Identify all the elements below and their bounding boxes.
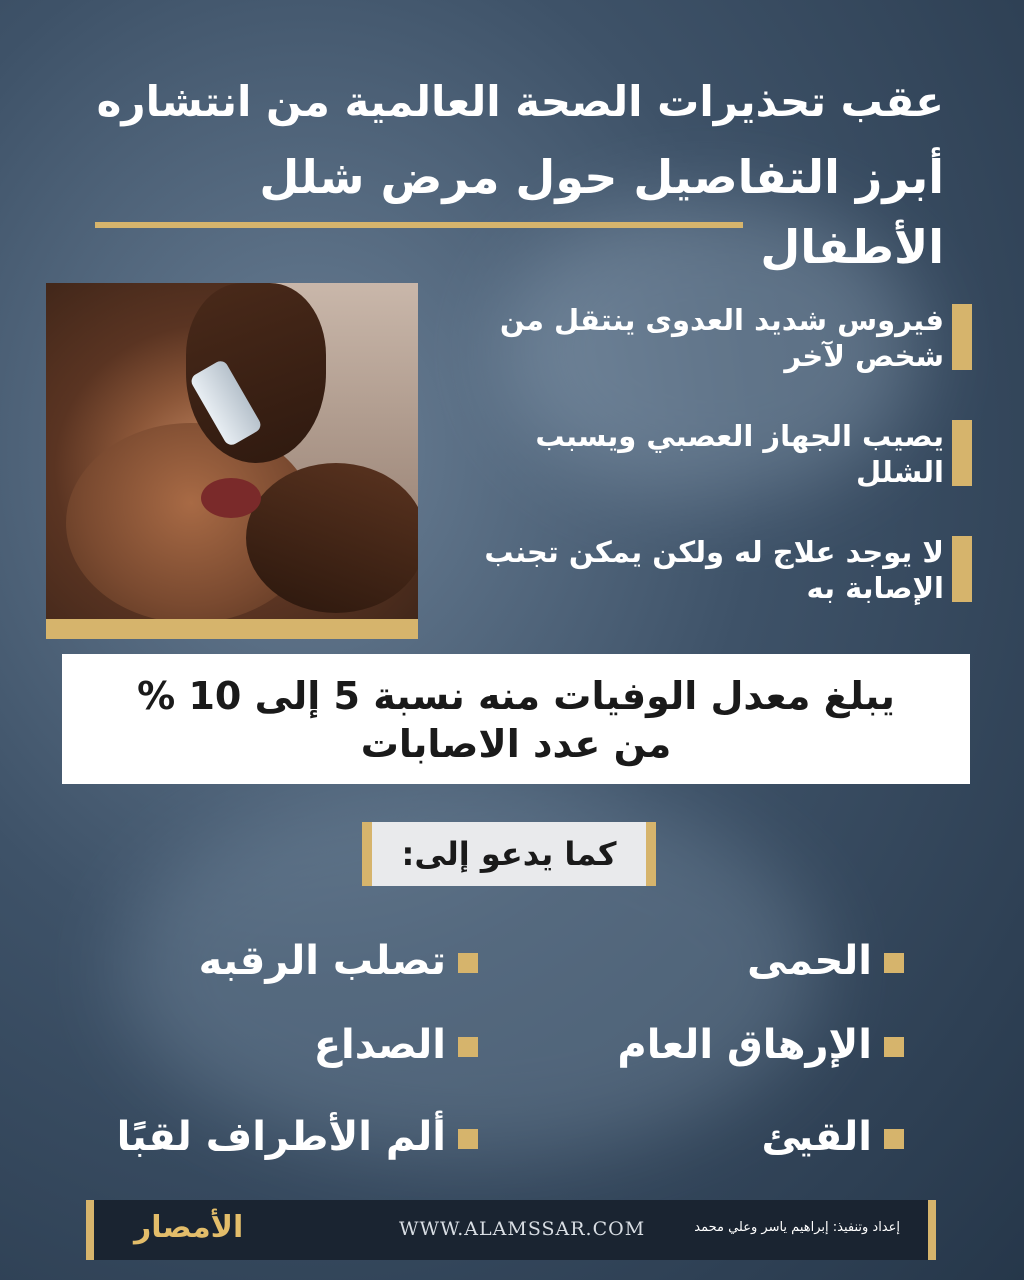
fact-item bbox=[452, 534, 972, 606]
title-underline bbox=[95, 222, 743, 228]
symptom-item bbox=[314, 1022, 478, 1068]
symptom-item bbox=[747, 938, 904, 984]
website-url: WWW.ALAMSSAR.COM bbox=[399, 1218, 646, 1240]
stat-line-2: من عدد الاصابات bbox=[360, 722, 672, 766]
symptom-label: الإرهاق العام bbox=[617, 1022, 872, 1068]
fact-item bbox=[452, 418, 972, 490]
credits: إعداد وتنفيذ: إبراهيم ياسر وعلي محمد bbox=[694, 1220, 900, 1235]
bullet-icon bbox=[458, 1037, 478, 1057]
photo-accent-bar bbox=[46, 619, 418, 639]
bullet-icon bbox=[884, 1037, 904, 1057]
fact-text: لا يوجد علاج له ولكن يمكن تجنب الإصابة به bbox=[484, 535, 944, 605]
calls-heading: كما يدعو إلى: bbox=[362, 822, 656, 886]
fact-item bbox=[452, 302, 972, 374]
bullet-icon bbox=[884, 1129, 904, 1149]
fact-text: فيروس شديد العدوى ينتقل من شخص لآخر bbox=[499, 303, 944, 373]
symptom-item bbox=[617, 1022, 904, 1068]
symptom-label: ألم الأطراف لقبًا bbox=[116, 1114, 446, 1160]
symptom-label: الحمى bbox=[747, 938, 872, 984]
mortality-stat-box bbox=[62, 654, 970, 784]
symptom-label: الصداع bbox=[313, 1022, 446, 1068]
bullet-icon bbox=[884, 953, 904, 973]
symptom-item bbox=[761, 1114, 904, 1160]
symptom-item bbox=[117, 1114, 478, 1160]
header bbox=[74, 70, 944, 282]
footer-bar bbox=[86, 1200, 936, 1260]
bullet-icon bbox=[458, 1129, 478, 1149]
vaccination-photo bbox=[46, 283, 418, 619]
symptom-item bbox=[199, 938, 478, 984]
stat-line-1: يبلغ معدل الوفيات منه نسبة 5 إلى 10 % bbox=[137, 674, 895, 718]
symptom-label: تصلب الرقبه bbox=[198, 938, 446, 984]
symptom-label: القيئ bbox=[761, 1114, 872, 1160]
page-subtitle: عقب تحذيرات الصحة العالمية من انتشاره bbox=[96, 77, 944, 126]
brand-logo: الأمصار bbox=[134, 1210, 244, 1245]
bullet-icon bbox=[458, 953, 478, 973]
fact-text: يصيب الجهاز العصبي ويسبب الشلل bbox=[535, 419, 944, 489]
page-title: أبرز التفاصيل حول مرض شلل الأطفال bbox=[259, 150, 944, 274]
